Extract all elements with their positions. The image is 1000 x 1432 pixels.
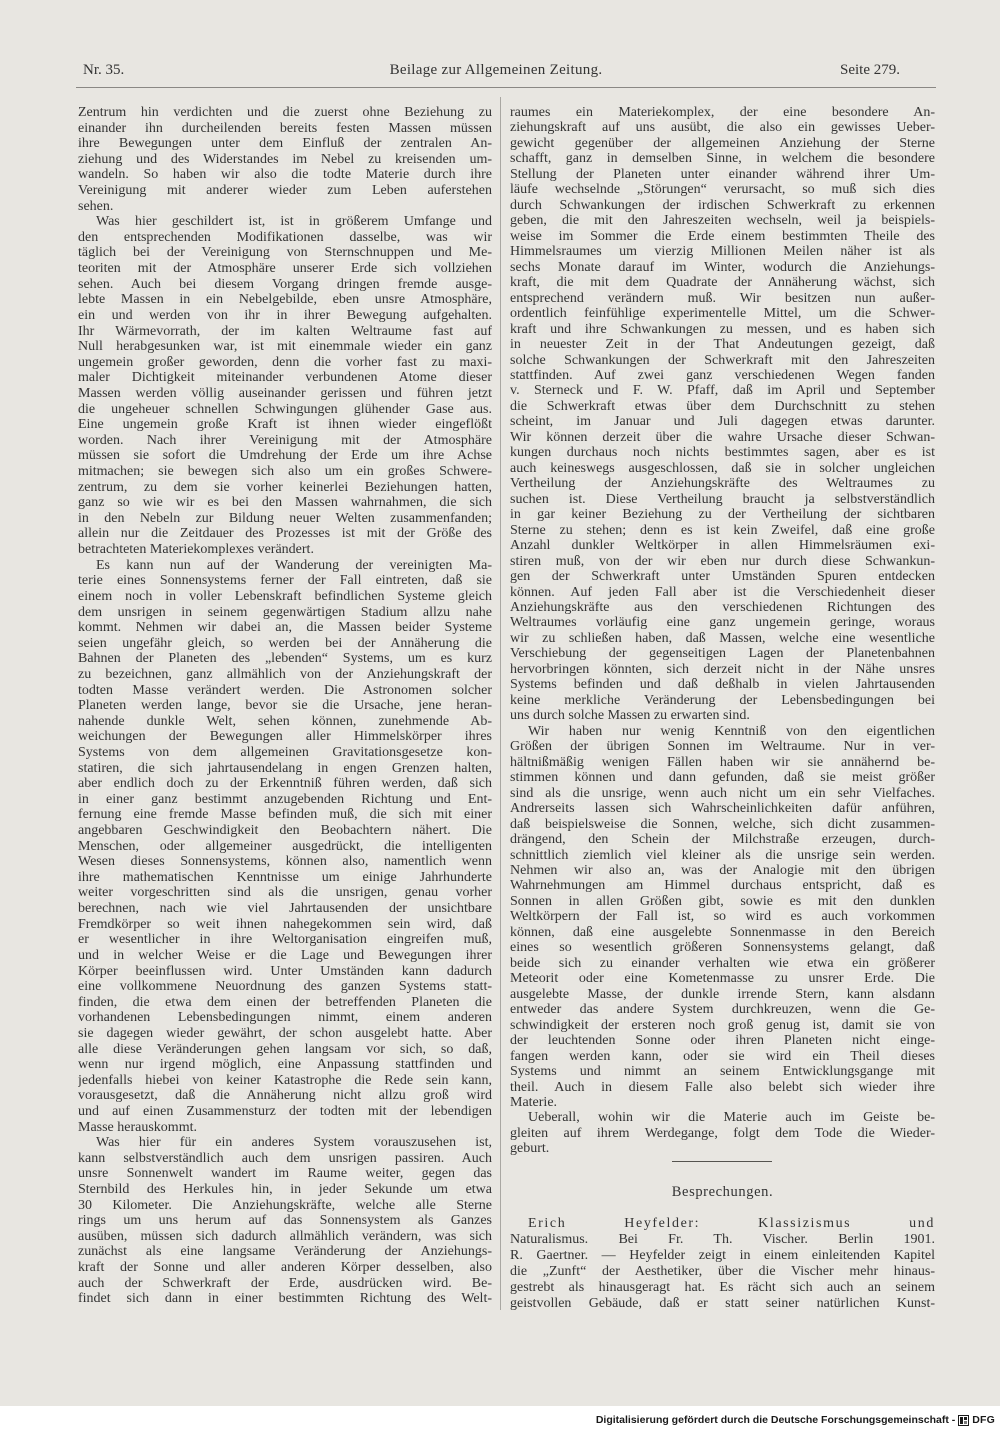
- reviews-heading: Besprechungen.: [671, 1184, 774, 1200]
- text-line: Himmelsraumes um vierzig Millionen Meilen näher ist als: [510, 244, 935, 260]
- text-line: gestrebt als hinausgeragt hat. Es rächt sich auch an seinem: [510, 1280, 935, 1295]
- column-right: [510, 105, 935, 1157]
- text-line: aber endlich doch zu der Erkenntniß führen werden, daß sich: [78, 776, 492, 792]
- text-line: eines so wesentlich größeren Sonnensystems gelangt, daß: [510, 940, 935, 956]
- text-line: keine merkliche Veränderung der Lebensbedingungen bei: [510, 692, 935, 708]
- text-line: durch Schwankungen der irdischen Schwerkraft zu erkennen: [510, 197, 935, 213]
- text-line: eine vollkommene Neuordnung des ganzen Systems statt-: [78, 979, 492, 995]
- text-line: zunächst als eine langsame Veränderung der Anziehungs-: [78, 1244, 492, 1260]
- text-line: geben, die mit den Jahreszeiten wechseln, weil ja beispiels-: [510, 213, 935, 229]
- text-line: Systems befinden und daß deßhalb in vielen Jahrtausenden: [510, 677, 935, 693]
- text-line: in gar keiner Beziehung zu der Vertheilung der sichtbaren: [510, 507, 935, 523]
- text-line: fernung eine fremde Masse befinden muß, die sich mit einer: [78, 807, 492, 823]
- text-line: stimmen können und dann gefunden, daß sie meist größer: [510, 770, 935, 786]
- text-line: einander ihn durcheilenden bereits festen Massen müssen: [78, 120, 492, 136]
- reviews-block: [510, 1216, 935, 1312]
- text-line: in neuester Zeit in der That Andeutungen gezeigt, daß: [510, 337, 935, 353]
- section-rule: [672, 1161, 772, 1162]
- text-line: Ueberall, wohin wir die Materie auch im Geiste be-: [528, 1110, 935, 1126]
- text-line: kraft der Sonne und aller anderen Körper desselben, also: [78, 1260, 492, 1276]
- text-line: weise im Sommer die Erde einem bestimmten Theile des: [510, 228, 935, 244]
- text-line: nahende dunkle Welt, sehen können, zunehmende Ab-: [78, 713, 492, 729]
- text-line: Anziehungskräfte aus den verschiedenen Richtungen des: [510, 600, 935, 615]
- column-divider: [500, 97, 501, 1310]
- column-left: [78, 105, 492, 1307]
- text-line: beide sich zu einander verhalten wie etwa ein größerer: [510, 955, 935, 971]
- text-line: teoriten mit der Atmosphäre unserer Erde sich vollziehen: [78, 261, 492, 277]
- text-line: müssen sie sofort die Umdrehung der Erde um ihre Achse: [78, 448, 492, 464]
- text-line: theil. Auch in diesem Falle also belebt sich wieder ihre: [510, 1079, 935, 1095]
- header-rule: [76, 87, 936, 88]
- text-line: Vertheilung der Anziehungskräfte des Weltraumes zu: [510, 476, 935, 492]
- text-line: ihre mathematischen Kenntnisse um einige Jahrhunderte: [78, 869, 492, 885]
- text-line: R. Gaertner. — Heyfelder zeigt in einem einleitenden Kapitel: [510, 1248, 935, 1263]
- text-line: kraft und ihre Schwankungen zu messen, und es haben sich: [510, 321, 935, 337]
- text-line: weichungen der Bewegungen aller Himmelskörper ihres: [78, 729, 492, 745]
- text-line: Systems von dem allgemeinen Gravitationsgesetze kon-: [78, 744, 492, 760]
- text-line: Naturalismus. Bei Fr. Th. Vischer. Berlin 1901.: [510, 1232, 935, 1247]
- text-line: geburt.: [510, 1141, 550, 1157]
- text-line: Wesen dieses Sonnensystems, können also, namentlich wenn: [78, 854, 492, 870]
- text-line: sechs Monate darauf im Winter, wodurch die Anziehungs-: [510, 259, 935, 275]
- text-line: zentrum, zu dem sie vorher keinerlei Beziehungen hatten,: [78, 479, 492, 495]
- text-line: ungemein großer geworden, denn die vorher fast zu maxi-: [78, 354, 492, 370]
- text-line: Weltkörpern der Fall ist, so wird es auch vorkommen: [510, 909, 935, 925]
- text-line: stattfinden. Auf zwei ganz verschiedenen Wegen fanden: [510, 367, 935, 383]
- text-line: alle diese Veränderungen gehen langsam vor sich, so daß,: [78, 1041, 492, 1057]
- text-line: findet sich dann in einer bestimmten Richtung des Welt-: [78, 1291, 492, 1307]
- text-line: worden. Nach ihrer Vereinigung mit der Atmosphäre: [78, 432, 492, 448]
- footer-credit: [596, 1413, 995, 1428]
- text-line: ordentlich feinfühlige experimentelle Mittel, um die Schwer-: [510, 306, 935, 322]
- text-line: Systems und nimmt an seinem Entwicklungsgange mit: [510, 1064, 935, 1080]
- text-line: zu bezeichnen, ganz allmählich von der Anziehungskraft der: [78, 666, 492, 682]
- text-line: Anzahl dunkler Weltkörper in allen Himmelsräumen exi-: [510, 538, 935, 554]
- text-line: schnittlich ziemlich viel kleiner als die unsrige sein werden.: [510, 847, 935, 863]
- text-line: können. Auf jeden Fall aber ist die Verschiedenheit dieser: [510, 584, 935, 600]
- text-line: wandeln. So haben wir also die todte Materie durch ihre: [78, 167, 492, 183]
- text-line: entweder das andere System durchkreuzen, wenn die Ge-: [510, 1002, 935, 1018]
- text-line: sehen.: [78, 198, 114, 214]
- text-line: solche Schwankungen der Schwerkraft mit den Jahreszeiten: [510, 352, 935, 368]
- text-line: täglich bei der Vereinigung von Sternschnuppen und Me-: [78, 245, 492, 261]
- text-line: Fremdkörper so weit ihnen nahegekommen sein wird, daß: [78, 916, 492, 932]
- text-line: betrachteten Materiekomplexes verändert.: [78, 542, 314, 558]
- text-line: uns durch solche Massen zu erwarten sind.: [510, 708, 750, 724]
- text-line: schwindigkeit der ersteren noch groß genug ist, damit sie von: [510, 1017, 935, 1033]
- text-line: kraft, die mit dem Quadrate der Annäherung wächst, sich: [510, 275, 935, 291]
- text-line: gleiten auf ihrem Werdegange, folgt dem Tode die Wieder-: [510, 1125, 935, 1141]
- text-line: 30 Kilometer. Die Anziehungskräfte, welche alle Sterne: [78, 1197, 492, 1213]
- text-line: auch keineswegs ausgeschlossen, daß sie in solcher ungleichen: [510, 460, 935, 476]
- dfg-logo-text: DFG: [972, 1414, 995, 1426]
- text-line: dem unsrigen in seinem gegenwärtigen Stadium allzu nahe: [78, 604, 492, 620]
- footer-credit-text: Digitalisierung gefördert durch die Deutsche Forschungsgemeinschaft -: [595, 1414, 956, 1426]
- text-line: Sterne zu stehen; denn es ist kein Zweifel, daß eine große: [510, 522, 935, 538]
- text-line: Erich Heyfelder: Klassizismus und: [528, 1216, 935, 1231]
- text-line: Planeten werden lange, bevor sie die Ursache, jene heran-: [78, 698, 492, 714]
- text-line: Nehmen wir also an, was der Analogie mit den übrigen: [510, 862, 935, 878]
- text-line: drängend, den Schein der Milchstraße erzeugen, durch-: [510, 832, 935, 848]
- text-line: vorhandenen Lebensbedingungen nimmt, einem anderen: [78, 1010, 492, 1026]
- text-line: Eine ungemein große Kraft ist ihnen wieder eingeflößt: [78, 417, 492, 433]
- text-line: sie dagegen wieder gewährt, der schon ausgelebt hatte. Aber: [78, 1025, 492, 1041]
- text-line: in den Nebeln zur Bildung neuer Welten zusammenfanden;: [78, 510, 492, 526]
- text-line: und auf einen Zusammensturz der todten mit der lebendigen: [78, 1104, 492, 1119]
- text-line: berechnen, nach wie viel Jahrtausenden der unsichtbare: [78, 901, 492, 917]
- supplement-title: Beilage zur Allgemeinen Zeitung.: [389, 62, 603, 78]
- text-line: maler Dichtigkeit miteinander verbundenen Atome dieser: [78, 370, 492, 386]
- text-line: ein und werden von ihr in ihrer Bewegung aufgehalten.: [78, 307, 492, 323]
- text-line: todten Masse verändert werden. Die Astronomen solcher: [78, 682, 492, 698]
- text-line: wenn nur irgend möglich, eine Anpassung stattfinden und: [78, 1057, 492, 1073]
- page-number: Seite 279.: [840, 62, 900, 78]
- text-line: statiren, die sich jahrtausendelang in engen Grenzen halten,: [78, 760, 492, 776]
- text-line: die „Zunft“ der Aesthetiker, über die Vischer mehr hinaus-: [510, 1264, 935, 1279]
- text-line: Es kann nun auf der Wanderung der vereinigten Ma-: [96, 557, 492, 573]
- text-line: Ihr Wärmevorrath, der im kalten Weltraume fast auf: [78, 323, 492, 339]
- text-line: ausüben, müssen sich dadurch allmählich verändern, was sich: [78, 1228, 492, 1244]
- text-line: raumes ein Materiekomplex, der eine besondere An-: [510, 105, 935, 120]
- text-line: Bahnen der Planeten des „lebenden“ Systems, um es kurz: [78, 651, 492, 667]
- text-line: läufe wechselnde „Störungen“ verursacht, so muß sich dies: [510, 182, 935, 198]
- text-line: der leuchtenden Sonne oder ihren Planeten nicht einge-: [510, 1033, 935, 1049]
- text-line: kommt. Nehmen wir dabei an, die Massen beider Systeme: [78, 620, 492, 636]
- text-line: und in welcher Weise er die Lage und Bewegungen ihrer: [78, 947, 492, 963]
- dfg-logo-icon: [958, 1415, 969, 1426]
- text-line: Masse herauskommt.: [78, 1119, 197, 1135]
- text-line: suchen ist. Diese Vertheilung braucht ja selbstverständlich: [510, 491, 935, 507]
- text-line: terie eines Sonnensystems ferner der Fall eintreten, daß sie: [78, 573, 492, 589]
- text-line: auch der Schwerkraft der Erde, ausdrücken wird. Be-: [78, 1275, 492, 1291]
- text-line: daß beispielsweise die Sonnen, welche, sich dicht zusammen-: [510, 816, 935, 832]
- text-line: ausgelebte Masse, der dunkle irrende Stern, kann alsdann: [510, 986, 935, 1002]
- text-line: sehen. Auch bei diesem Vorgang dringen fremde ausge-: [78, 276, 492, 292]
- text-line: rings um uns herum auf das Sonnensystem als Ganzes: [78, 1213, 492, 1229]
- text-line: jedenfalls hiebei von keiner Katastrophe die Rede sein kann,: [78, 1072, 492, 1088]
- text-line: Massen werden völlig auseinander gerissen und führen jetzt: [78, 385, 492, 401]
- text-line: Menschen, oder allgemeiner ausgedrückt, die intelligenten: [78, 838, 492, 854]
- text-line: ihre Bewegungen unter dem Einfluß der zentralen An-: [78, 136, 492, 152]
- text-line: vorausgesetzt, daß die Annäherung nicht allzu groß wird: [78, 1088, 492, 1104]
- text-line: Andrerseits lassen sich Wahrscheinlichkeiten dafür anführen,: [510, 801, 935, 817]
- text-line: Größen der übrigen Sonnen im Weltraume. Nur in ver-: [510, 739, 935, 755]
- text-line: die ungeheuer schnellen Schwingungen glühender Gase aus.: [78, 401, 492, 417]
- text-line: Verschiebung der gegenseitigen Lagen der Planetenbahnen: [510, 646, 935, 662]
- text-line: lebte Massen in ein Nebelgebilde, eben unsre Atmosphäre,: [78, 292, 492, 308]
- text-line: Wir haben nur wenig Kenntniß von den eigentlichen: [528, 723, 935, 739]
- text-line: gen der Schwerkraft unter Umständen Spuren entdecken: [510, 569, 935, 585]
- text-line: entsprechend verändern muß. Wir besitzen nun außer-: [510, 290, 935, 306]
- text-line: scheint, im Januar und Juli dagegen etwas darunter.: [510, 414, 935, 430]
- text-line: einem noch in voller Lebenskraft befindlichen Systeme gleich: [78, 588, 492, 604]
- text-line: in einer ganz bestimmt anzugebenden Richtung und Ent-: [78, 791, 492, 807]
- text-line: Weltraumes vorläufig eine ganz ungemein geringe, woraus: [510, 615, 935, 631]
- text-line: hältnißmäßig wenigen Fällen haben wir sie annähernd be-: [510, 754, 935, 770]
- text-line: weiter vorgeschritten sind als die unsrigen, genau vorher: [78, 885, 492, 901]
- text-line: hervorbringen könnten, sich derzeit nicht in der Nähe unsres: [510, 661, 935, 677]
- text-line: schafft, ganz in demselben Sinne, in welchem die besondere: [510, 151, 935, 167]
- text-line: allein nur die Zeitdauer des Prozesses ist mit der Größe des: [78, 526, 492, 542]
- text-line: finden, die etwa dem einen der betreffenden Planeten die: [78, 994, 492, 1010]
- issue-number: Nr. 35.: [83, 62, 125, 78]
- text-line: Körper beeinflussen wird. Unter Umständen kann dadurch: [78, 963, 492, 979]
- text-line: Sternbild des Herkules hin, in jeder Sekunde um etwa: [78, 1182, 492, 1198]
- text-line: wir zu schließen haben, daß Massen, welche eine wesentliche: [510, 630, 935, 646]
- text-line: den entsprechenden Modifikationen dasselbe, was wir: [78, 229, 492, 245]
- text-line: unsre Sonnenwelt wandert im Raume weiter, gegen das: [78, 1166, 492, 1182]
- text-line: ziehung und des Widerstandes im Nebel zu kreisenden um-: [78, 151, 492, 167]
- text-line: v. Sterneck und F. W. Pfaff, daß im April und September: [510, 383, 935, 399]
- text-line: Was hier geschildert ist, ist in größerem Umfange und: [96, 214, 492, 230]
- text-line: Meteorit oder eine Kometenmasse zu unsrer Erde. Die: [510, 971, 935, 987]
- text-line: geistvollen Gebäude, daß er statt seiner natürlichen Kunst-: [510, 1296, 935, 1311]
- text-line: seien ungefähr gleich, so werden bei der Annäherung die: [78, 635, 492, 651]
- text-line: sind als die unsrige, wenn auch nicht um ein sehr Vielfaches.: [510, 785, 935, 801]
- text-line: Zentrum hin verdichten und die zuerst ohne Beziehung zu: [78, 105, 492, 120]
- text-line: angebbaren Geschwindigkeit den Beobachtern nähert. Die: [78, 823, 492, 839]
- text-line: Sonnen in allen Größen gibt, sowie es mit den dunklen: [510, 893, 935, 909]
- text-line: gewicht gegenüber der allgemeinen Anziehung der Sterne: [510, 135, 935, 151]
- text-line: kann selbstverständlich auch dem unsrigen passiren. Auch: [78, 1150, 492, 1166]
- text-line: fangen werden kann, oder sie wird ein Theil dieses: [510, 1048, 935, 1064]
- text-line: ganz so wie wir es bei den Massen wahrnahmen, die sich: [78, 495, 492, 511]
- text-line: Materie.: [510, 1095, 558, 1110]
- text-line: Was hier für ein anderes System vorauszusehen ist,: [96, 1135, 492, 1151]
- text-line: Null herabgesunken war, ist mit einemmale wieder ein ganz: [78, 339, 492, 355]
- text-line: er wesentlicher in ihre Weltorganisation eingreifen muß,: [78, 932, 492, 948]
- text-line: kungen durchaus noch nichts bestimmtes sagen, aber es ist: [510, 445, 935, 461]
- text-line: ziehungskraft auf uns ausübt, die also ein gewisses Ueber-: [510, 120, 935, 136]
- text-line: mitmachen; sie bewegen sich also um ein großes Schwere-: [78, 464, 492, 480]
- text-line: Stellung der Planeten unter einander während ihrer Um-: [510, 166, 935, 182]
- text-line: Wahrnehmungen am Himmel durchaus entspricht, daß es: [510, 878, 935, 894]
- text-line: Wir können derzeit über die wahre Ursache dieser Schwan-: [510, 429, 935, 445]
- text-line: können, daß eine ausgelebte Sonnenmasse in den Bereich: [510, 924, 935, 940]
- text-line: stiren muß, von der wir eben nur durch diese Schwankun-: [510, 553, 935, 569]
- text-line: die Schwerkraft etwas über dem Durchschnitt zu stehen: [510, 398, 935, 414]
- text-line: Vereinigung mit anderer wieder zum Leben auferstehen: [78, 183, 492, 199]
